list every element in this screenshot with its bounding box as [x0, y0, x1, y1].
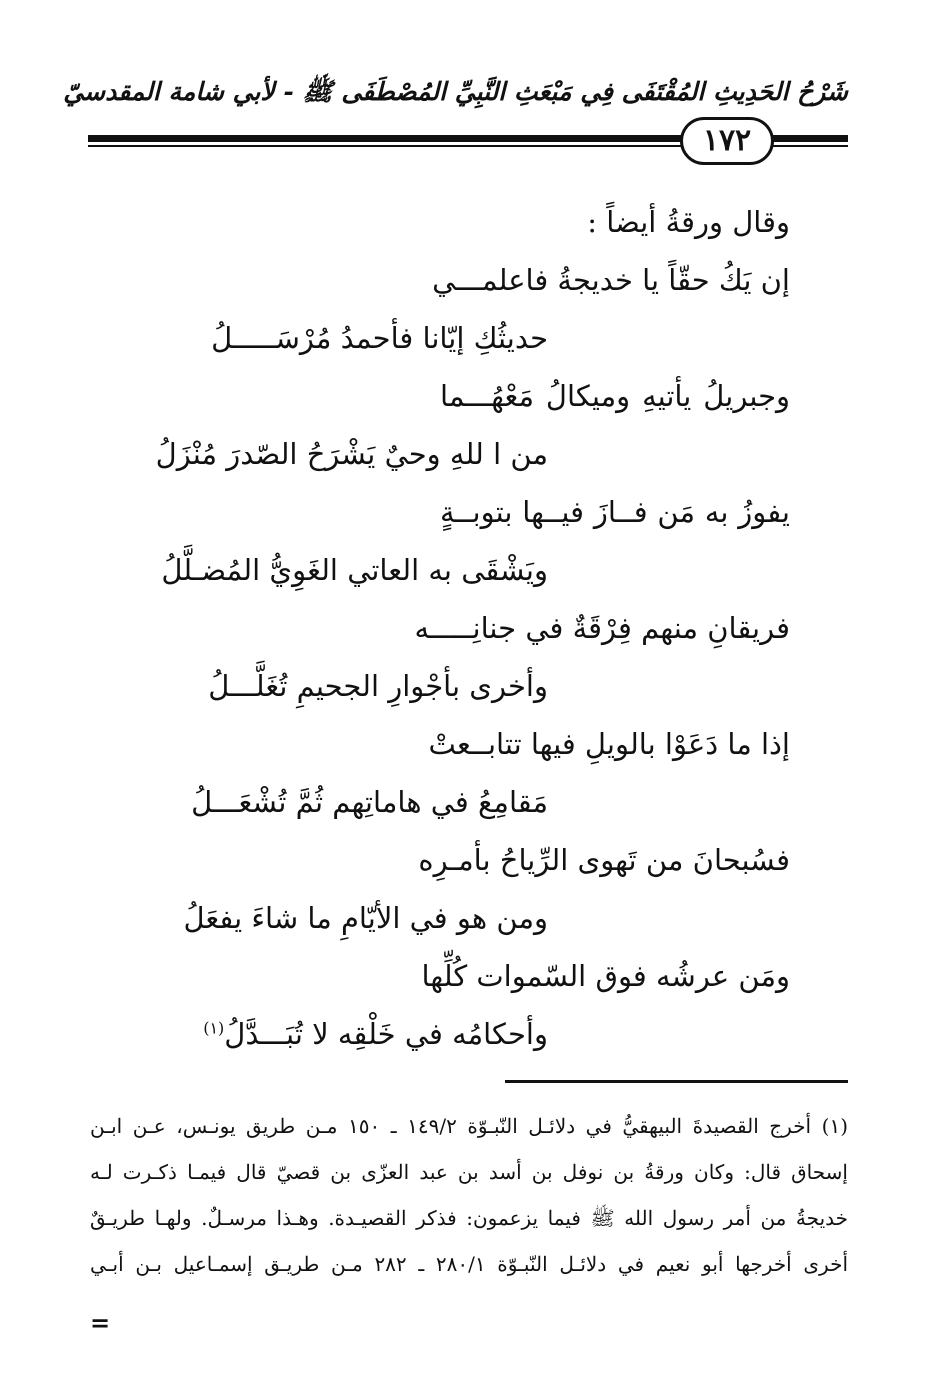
page-number: ١٧٢ [680, 117, 774, 165]
verse-line: وأخرى بأجْوارِ الجحيمِ تُغَلَّـــلُ [208, 669, 548, 703]
verse-line: إن يَكُ حقّاً يا خديجةُ فاعلمـــي [432, 263, 790, 297]
verse-line-last [203, 1017, 548, 1051]
verse-line: فسُبحانَ من تَهوى الرِّياحُ بأمـرِه [418, 843, 790, 877]
verse-line: فريقانِ منهم فِرْقَةٌ في جنانِـــــه [414, 611, 790, 645]
footnote-reference: (١) [203, 1018, 225, 1038]
footnote-rule [505, 1080, 848, 1083]
header-rule-left [88, 135, 684, 142]
verse-line: من ا للهِ وحيٌ يَشْرَحُ الصّدرَ مُنْزَلُ [155, 437, 548, 471]
header-rule-right [764, 135, 848, 142]
verse-line: مَقامِعُ في هاماتِهم ثُمَّ تُشْعَـــلُ [191, 785, 548, 819]
footnote-line: أخرى أخرجها أبو نعيم في دلائـل النّبـوّة ٢٨٠/١ ـ ٢٨٢ مـن طريـق إسمـاعيل بـن أبـي [90, 1252, 849, 1276]
verse-line: وجبريلُ يأتيهِ وميكالُ مَعْهُـــما [440, 379, 790, 413]
running-title: شَرْحُ الحَدِيثِ المُقْتَفَى فِي مَبْعَثِ النَّبِيِّ المُصْطَفَى ﷺ - لأبي شامة المقدسيّ [63, 77, 848, 106]
header-rule-thin-right [764, 145, 848, 147]
footnote-line: خديجةُ من أمر رسول الله ﷺ فيما يزعمون: فذكر القصيـدة. وهـذا مرسـلٌ. ولهـا طريـقٌ [90, 1206, 848, 1230]
verse-line: يفوزُ به مَن فــازَ فيــها بتوبــةٍ [440, 495, 790, 529]
verse-text: وأحكامُه في خَلْقِه لا تُبَـــدَّلُ [224, 1017, 548, 1051]
intro-line: وقال ورقةُ أيضاً : [587, 205, 790, 239]
header-rule-thin-left [88, 145, 684, 147]
verse-line: ومَن عرشُه فوق السّموات كُلِّها [421, 959, 790, 993]
footnote-line: (١) أخرج القصيدةَ البيهقيُّ في دلائـل النّبـوّة ١٤٩/٢ ـ ١٥٠ مـن طريق يونـس، عـن ابـن [90, 1114, 848, 1138]
continuation-mark: = [90, 1308, 111, 1337]
verse-line: حديثُكِ إيّانا فأحمدُ مُرْسَـــــلُ [211, 321, 548, 355]
verse-line: ويَشْقَى به العاتي الغَوِيُّ المُضـلَّلُ [161, 553, 548, 587]
verse-line: ومن هو في الأيّامِ ما شاءَ يفعَلُ [183, 901, 548, 935]
verse-line: إذا ما دَعَوْا بالويلِ فيها تتابــعتْ [428, 727, 790, 761]
footnote-line: إسحاق قال: وكان ورقةُ بن نوفل بن أسد بن عبد العزّى بن قصيّ قال فيمـا ذكـرت لـه [90, 1160, 848, 1184]
